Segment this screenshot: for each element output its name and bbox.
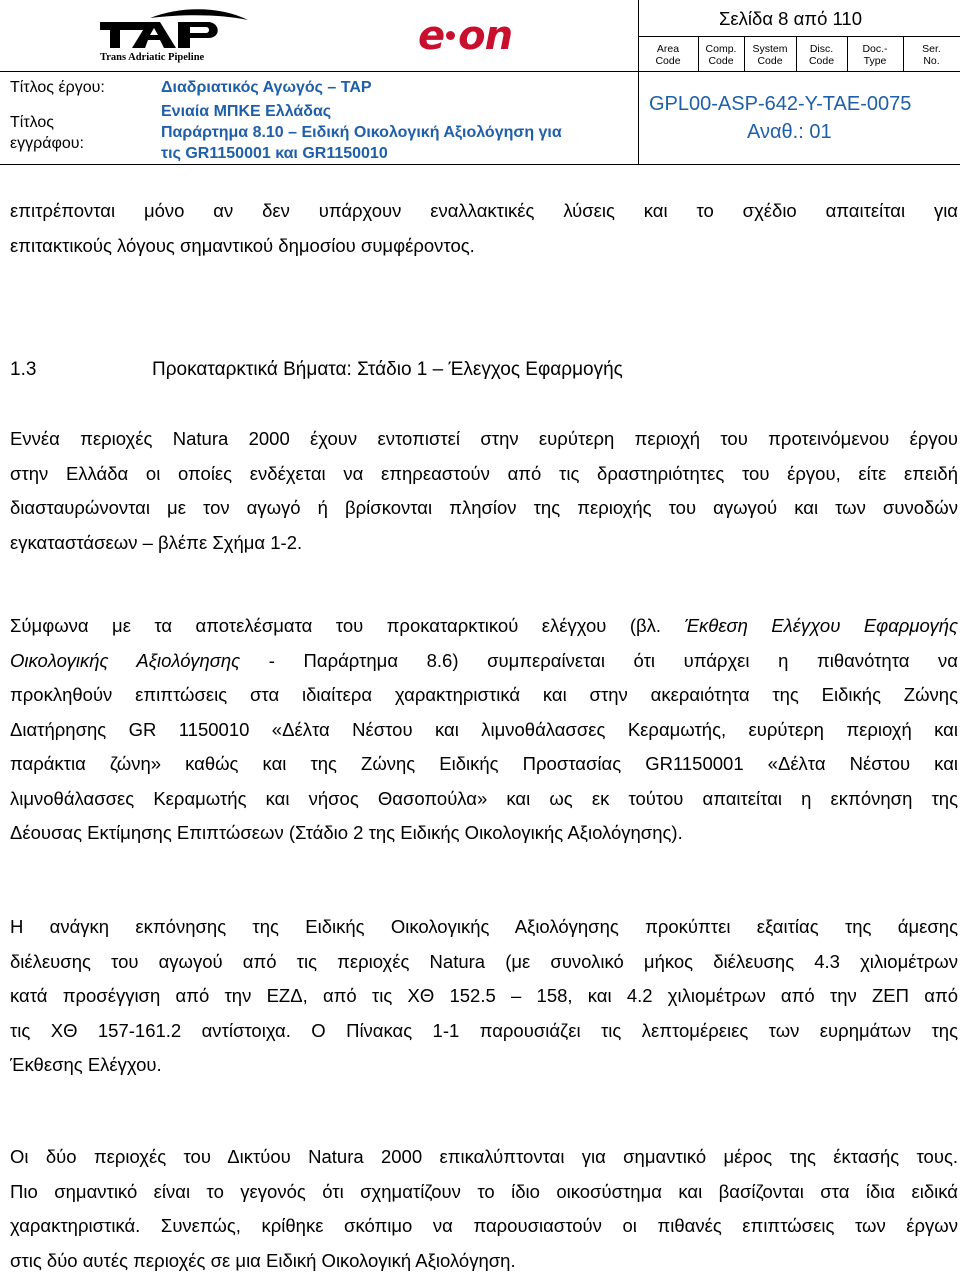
- paragraph-4: [10, 1140, 958, 1278]
- text-line: χαρακτηριστικά. Συνεπώς, κρίθηκε σκόπιμο να παρουσιαστούν οι πιθανές επιπτώσεις των έργων: [10, 1215, 958, 1236]
- text-line: επιτακτικούς λόγους σημαντικού δημοσίου συμφέροντος.: [10, 234, 475, 256]
- text-line: λιμνοθάλασσες Κεραμωτής και νήσος Θασοπούλα» και ως εκ τούτου απαιτείται η εκπόνηση της: [10, 787, 958, 809]
- page-number-label: Σελίδα 8 από 110: [719, 8, 862, 29]
- text-line: τις ΧΘ 157-161.2 αντίστοιχα. Ο Πίνακας 1-1 παρουσιάζει τις λεπτομέρειες των ευρημάτων της: [10, 1019, 958, 1041]
- paragraph-3: [10, 910, 958, 1083]
- text-run: - Παράρτημα 8.6) συμπεραίνεται ότι υπάρχει η πιθανότητα να: [268, 649, 959, 671]
- project-value: Διαδριατικός Αγωγός – TAP: [161, 79, 372, 96]
- section-number: 1.3: [10, 359, 37, 380]
- code-cell-disc: Disc. Code: [808, 43, 835, 67]
- code-row-top: [638, 36, 960, 37]
- eon-logo-text: e on: [418, 13, 513, 59]
- text-line: στην Ελλάδα οι οποίες ενδέχεται να επηρεαστούν από τις δραστηριότητες του έργου, είτε επειδή: [10, 462, 958, 484]
- project-label: Τίτλος έργου:: [10, 79, 105, 96]
- paragraph-2: [10, 609, 958, 851]
- code-cell-serno: Ser. No.: [922, 43, 941, 67]
- text-line: [10, 609, 958, 644]
- doc-title-label-2: εγγράφου:: [10, 135, 84, 152]
- report-title-italic: Οικολογικής Αξιολόγησης: [10, 649, 241, 671]
- code-divider: [744, 36, 745, 72]
- revision-number: Αναθ.: 01: [747, 121, 832, 143]
- report-title-italic: Έκθεση Ελέγχου Εφαρμογής: [684, 615, 958, 636]
- code-divider: [796, 36, 797, 72]
- text-line: Έκθεσης Ελέγχου.: [10, 1054, 162, 1075]
- code-cell-doctype: Doc.- Type: [862, 43, 888, 67]
- tap-logo: [70, 8, 260, 64]
- section-heading: [10, 360, 623, 379]
- code-cell-area: Area Code: [655, 43, 681, 67]
- text-line: Διατήρησης GR 1150010 «Δέλτα Νέστου και λιμνοθάλασσες Κεραμωτής, ευρύτερη περιοχή και: [10, 718, 958, 740]
- text-line: διέλευσης του αγωγού από τις περιοχές Natura (με συνολικό μήκος διέλευσης 4.3 χιλιομέτρων: [10, 950, 958, 972]
- doc-title-line: τις GR1150001 και GR1150010: [161, 145, 388, 162]
- eon-logo: [418, 13, 513, 59]
- doc-title-line: Παράρτημα 8.10 – Ειδική Οικολογική Αξιολόγηση για: [161, 124, 562, 141]
- text-line: Δέουσας Εκτίμησης Επιπτώσεων (Στάδιο 2 της Ειδικής Οικολογικής Αξιολόγησης).: [10, 822, 683, 843]
- section-title: Προκαταρκτικά Βήματα: Στάδιο 1 – Έλεγχος Εφαρμογής: [152, 359, 623, 380]
- document-number: GPL00-ASP-642-Y-TAE-0075: [649, 93, 912, 115]
- text-line: Πιο σημαντικό είναι το γεγονός ότι σχηματίζουν το ίδιο οικοσύστημα και βασίζονται στα ίδια ειδικά: [10, 1180, 958, 1202]
- header-vertical-divider: [638, 0, 639, 164]
- text-line: επιτρέπονται μόνο αν δεν υπάρχουν εναλλακτικές λύσεις και το σχέδιο απαιτείται για: [10, 200, 958, 221]
- text-line: προκληθούν επιπτώσεις στα ιδιαίτερα χαρακτηριστικά και στην ακεραιότητα της Ειδικής Ζώνης: [10, 684, 958, 705]
- paragraph-1: [10, 422, 958, 560]
- text-run: Σύμφωνα με τα αποτελέσματα του προκαταρκτικού ελέγχου (βλ.: [10, 615, 662, 636]
- text-line: στις δύο αυτές περιοχές σε μια Ειδική Οικολογική Αξιολόγηση.: [10, 1249, 516, 1271]
- code-cell-system: System Code: [752, 43, 788, 67]
- text-line: εγκαταστάσεων – βλέπε Σχήμα 1-2.: [10, 531, 303, 553]
- doc-title-line: Ενιαία ΜΠΚΕ Ελλάδας: [161, 103, 332, 120]
- code-cell-comp: Comp. Code: [705, 43, 737, 67]
- header-divider: [0, 71, 960, 72]
- text-line: Η ανάγκη εκπόνησης της Ειδικής Οικολογικής Αξιολόγησης προκύπτει εξαιτίας της άμεσης: [10, 916, 958, 937]
- text-line: κατά προσέγγιση από την ΕΖΔ, από τις ΧΘ 152.5 – 158, και 4.2 χιλιομέτρων από την ΖΕΠ από: [10, 985, 958, 1006]
- intro-paragraph: [10, 194, 958, 263]
- code-divider: [903, 36, 904, 72]
- text-line: Οι δύο περιοχές του Δικτύου Natura 2000 επικαλύπτονται για σημαντικό μέρος της έκτασής τους.: [10, 1146, 958, 1167]
- tap-tagline: Trans Adriatic Pipeline: [100, 52, 205, 63]
- text-line: παράκτια ζώνη» καθώς και της Ζώνης Ειδικής Προστασίας GR1150001 «Δέλτα Νέστου και: [10, 753, 958, 774]
- text-line: [10, 644, 958, 679]
- text-line: διασταυρώνονται με τον αγωγό ή βρίσκονται πλησίον της περιοχής του αγωγού και των συνοδών: [10, 497, 958, 518]
- header-bottom-border: [0, 164, 960, 165]
- code-divider: [698, 36, 699, 72]
- code-divider: [847, 36, 848, 72]
- text-line: Εννέα περιοχές Natura 2000 έχουν εντοπιστεί στην ευρύτερη περιοχή του προτεινόμενου έργου: [10, 428, 958, 449]
- doc-title-label: Τίτλος: [10, 114, 55, 131]
